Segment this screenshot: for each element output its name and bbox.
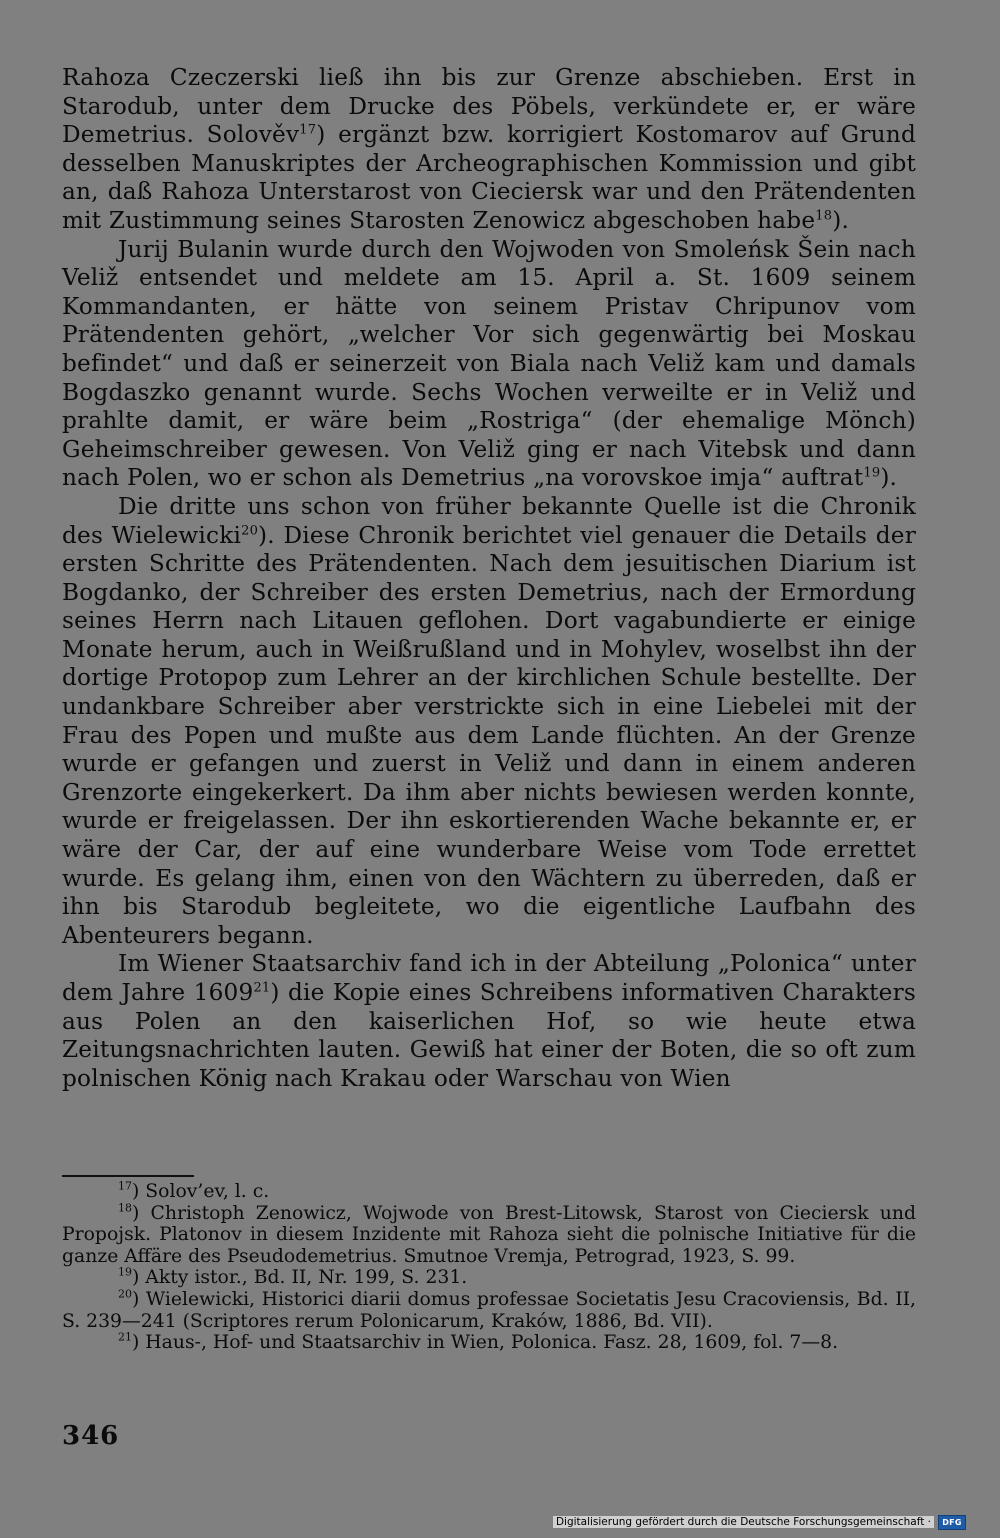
footnote-ref: 21 xyxy=(253,980,271,996)
credit-text: Digitalisierung gefördert durch die Deutsche Forschungsgemeinschaft · xyxy=(553,1516,934,1528)
footnote-mark: 21 xyxy=(118,1330,132,1344)
paragraph-text: Jurij Bulanin wurde durch den Wojwoden von Smoleńsk Šein nach Veliž entsendet und meldete am 15. April a. St. 1609 seinem Kommandanten, er hätte von seinem Pristav Chripunov vom Prätendenten gehört, „welcher Vor sich gegenwärtig bei Moskau befindet“ und daß er seinerzeit von Biala nach Veliž kam und damals Bogdaszko genannt wurde. Sechs Wochen verweilte er in Veliž und prahlte damit, er wäre beim „Rostriga“ (der ehemalige Mönch) Geheimschreiber gewesen. Von Veliž ging er nach Vitebsk und dann nach Polen, wo er schon als Demetrius „na vorovskoe imja“ auftrat xyxy=(62,235,916,492)
footnotes xyxy=(62,1181,916,1354)
footnote xyxy=(62,1267,916,1289)
footnote-text: ) Solov’ev, l. c. xyxy=(132,1181,270,1202)
paragraph xyxy=(62,493,916,951)
footnote-mark: 17 xyxy=(118,1179,132,1193)
dfg-logo-icon: DFG xyxy=(938,1515,966,1530)
footnote-text: ) Wielewicki, Historici diarii domus professae Societatis Jesu Cracoviensis, Bd. II, S. 239—241 (Scriptores rerum Polonicarum, Kraków, 1886, Bd. VII). xyxy=(62,1288,916,1332)
page-number: 346 xyxy=(62,1421,120,1451)
footnote-mark: 20 xyxy=(118,1287,132,1301)
paragraph-text: ) die Kopie eines Schreibens informativen Charakters aus Polen an den kaiserlichen Hof, so wie heute etwa Zeitungsnachrichten lauten. Gewiß hat einer der Boten, die so oft zum polnischen König nach Krakau oder Warschau von Wien xyxy=(62,979,916,1092)
footnote-ref: 17 xyxy=(299,122,317,138)
paragraph xyxy=(62,950,916,1093)
footnote-mark: 18 xyxy=(118,1201,132,1215)
footnote-ref: 20 xyxy=(241,522,259,538)
footnote xyxy=(62,1332,916,1354)
footnote-text: ) Haus-, Hof- und Staatsarchiv in Wien, Polonica. Fasz. 28, 1609, fol. 7—8. xyxy=(132,1332,839,1354)
footnote-separator xyxy=(62,1175,194,1177)
paragraph-text: Die dritte uns schon von früher bekannte Quelle ist die Chronik des Wielewicki xyxy=(62,492,916,549)
digitization-credit xyxy=(553,1514,966,1530)
paragraph xyxy=(62,236,916,493)
footnote-text: ) Christoph Zenowicz, Wojwode von Brest-Litowsk, Starost von Cieciersk und Propojsk. Platonov in diesem Inzidente mit Rahoza sieht die polnische Initiative für die ganze Affäre des Pseudodemetrius. Smutnoe Vremja, Petrograd, 1923, S. 99. xyxy=(62,1202,916,1267)
paragraph-text: Rahoza Czeczerski ließ ihn bis zur Grenze abschieben. Erst in Starodub, unter dem Drucke des Pöbels, verkündete er, er wäre Demetrius. Solověv xyxy=(62,64,916,149)
paragraph-text: ). xyxy=(880,464,898,492)
footnote xyxy=(62,1289,916,1332)
paragraph-text: ). xyxy=(832,206,850,234)
footnote-text: ) Akty istor., Bd. II, Nr. 199, S. 231. xyxy=(132,1267,468,1289)
footnote xyxy=(62,1203,916,1268)
main-text xyxy=(62,64,916,1093)
footnote-ref: 19 xyxy=(863,465,881,481)
paragraph-text: ) ergänzt bzw. korrigiert Kostomarov auf Grund desselben Manuskriptes der Archeographischen Kommission und gibt an, daß Rahoza Unterstarost von Cieciersk war und den Prätendenten mit Zustimmung seines Starosten Zenowicz abgeschoben habe xyxy=(62,121,916,234)
paragraph-text: Im Wiener Staatsarchiv fand ich in der Abteilung „Polonica“ unter dem Jahre 1609 xyxy=(62,950,916,1006)
footnote-ref: 18 xyxy=(815,208,833,224)
footnote-mark: 19 xyxy=(118,1266,132,1280)
paragraph xyxy=(62,64,916,236)
paragraph-text: ). Diese Chronik berichtet viel genauer die Details der ersten Schritte des Prätendenten. Nach dem jesuitischen Diarium ist Bogdanko, der Schreiber des ersten Demetrius, nach der Ermordung seines Herrn nach Litauen geflohen. Dort vagabundierte er einige Monate herum, auch in Weißrußland und in Mohylev, woselbst ihn der dortige Protopop zum Lehrer an der kirchlichen Schule bestellte. Der undankbare Schreiber aber verstrickte sich in eine Liebelei mit der Frau des Popen und mußte aus dem Lande flüchten. An der Grenze wurde er gefangen und zuerst in Veliž und dann in einem anderen Grenzorte eingekerkert. Da ihm aber nichts bewiesen werden konnte, wurde er freigelassen. Der ihn eskortierenden Wache bekannte er, er wäre der Car, der auf eine wunderbare Weise vom Tode errettet wurde. Es gelang ihm, einen von den Wächtern zu überreden, daß er ihn bis Starodub begleitete, wo die eigentliche Laufbahn des Abenteurers begann. xyxy=(62,521,917,949)
footnote xyxy=(62,1181,916,1203)
